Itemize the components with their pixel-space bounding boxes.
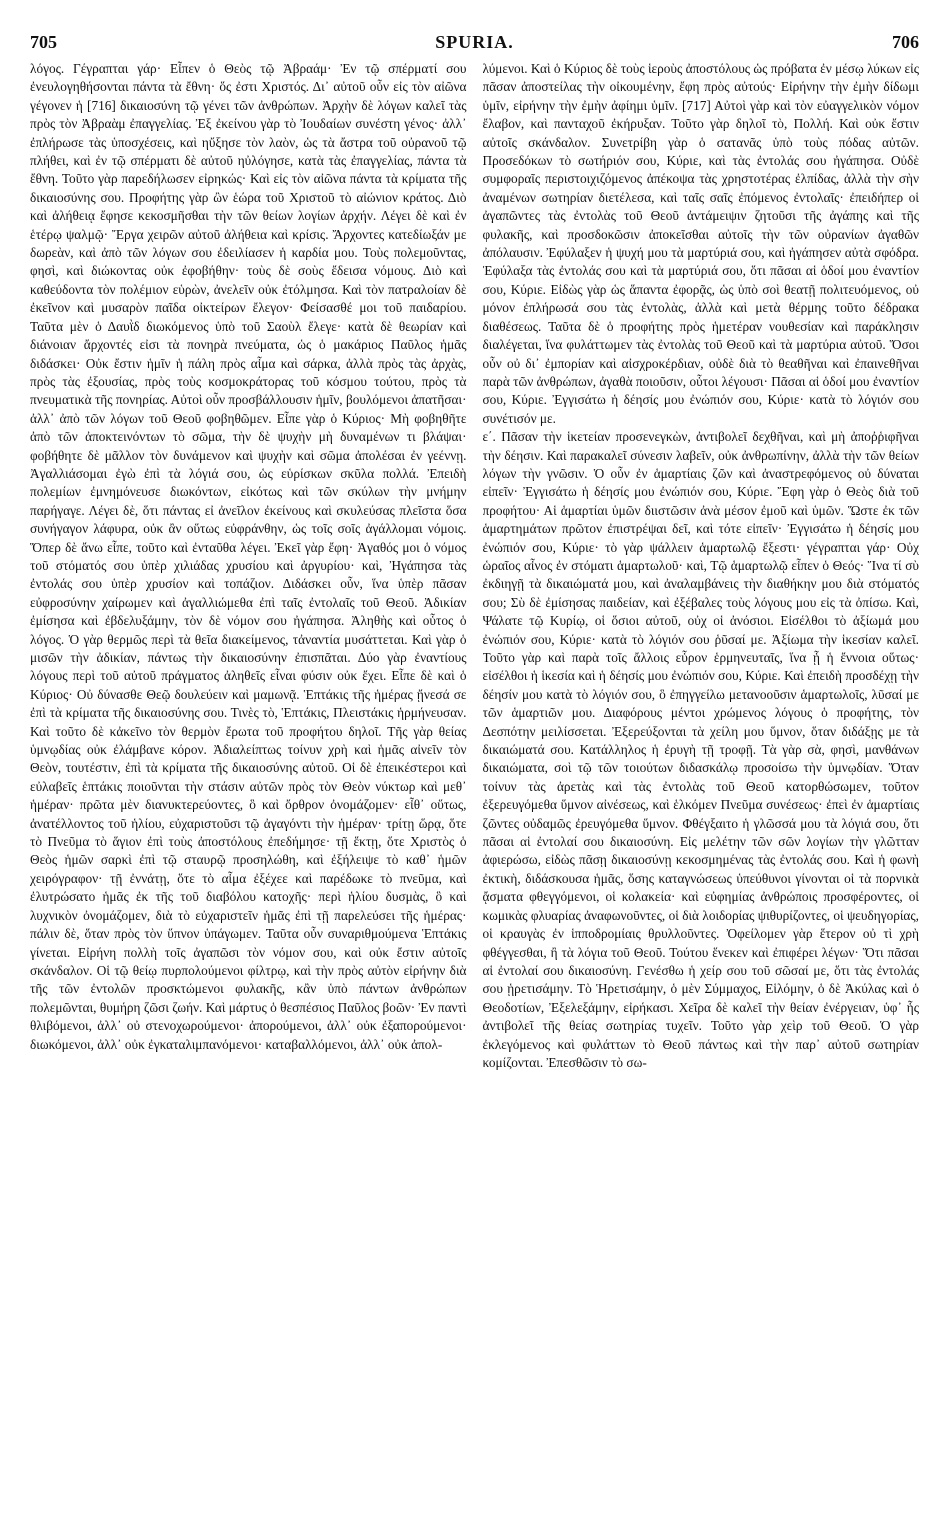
- text-columns: [30, 60, 919, 1530]
- left-column-paragraph: λόγος. Γέγραπται γάρ· Εἶπεν ὁ Θεὸς τῷ Ἀβραάμ· Ἐν τῷ σπέρματί σου ἐνευλογηθήσονται πάντα τὰ ἔθνη· ὅς ἐστι Χριστός. Δι᾽ αὐτοῦ οὖν εἰς τὸν αἰῶνα γέγονεν ἡ [716] δικαιοσύνη τῷ γένει τῶν ἀνθρώπων. Ἀρχὴν δὲ λόγων καλεῖ τὰς πρὸς τὸν Ἀβραὰμ ἐπαγγελίας. Ἐξ ἐκείνου γὰρ τὸ Ἰουδαίων συνέστη γένος· ἀλλ᾽ ἐπλήρωσε τὰς ὑποσχέσεις, καὶ ηὔξησε τὸν λαὸν, ὡς τὰ ἄστρα τοῦ οὐρανοῦ τῷ πλήθει, καὶ ἐν τῷ σπέρματι δὲ αὐτοῦ ηὐλόγησε, κατὰ τὰς ἐπαγγελίας, πάντα τὰ ἔθνη. Τοῦτο γὰρ παρεδήλωσεν εἰρηκώς· Καὶ εἰς τὸν αἰῶνα πάντα τὰ κρίματα τῆς δικαιοσύνης σου. Προφήτης γὰρ ὢν ἑώρα τοῦ Χριστοῦ τὸ αἰώνιον κράτος. Διὸ καὶ ἀλήθειᾳ ἔφησε κεκοσμῆσθαι τὴν τῶν θείων λογίων ἀρχήν. Λέγει δὲ καὶ ἐν ἑτέρῳ ψαλμῷ· Ἔργα χειρῶν αὐτοῦ ἀλήθεια καὶ κρίσις. Ἄρχοντες κατεδίωξάν με δωρεὰν, καὶ ἀπὸ τῶν λόγων σου ἐδειλίασεν ἡ καρδία μου. Τοὺς πολεμοῦντας, φησὶ, καὶ διώκοντας οὐκ ἐφοβήθην· τοὺς δὲ σοὺς ἔδεισα νόμους. Διὸ καὶ καθεύδοντα τὸν πολέμιον εὑρὼν, ἀνελεῖν οὐκ ἐτόλμησα. Καὶ τὸν πατραλοίαν δὲ ἐκεῖνον καὶ μυσαρὸν παῖδα οἰκτείρων ἔλεγον· Φείσασθέ μοι τοῦ παιδαρίου. Ταῦτα μὲν ὁ Δαυῒδ διωκόμενος ὑπὸ τοῦ Σαοὺλ ἔλεγε· κατὰ δὲ θεωρίαν καὶ διάνοιαν ἄρχοντές εἰσι τὰ πονηρὰ πνεύματα, ὡς ὁ μακάριος Παῦλος ἡμᾶς διδάσκει· Οὐκ ἔστιν ἡμῖν ἡ πάλη πρὸς αἷμα καὶ σάρκα, ἀλλὰ πρὸς τὰς ἀρχὰς, πρὸς τὰς ἐξουσίας, πρὸς τοὺς κοσμοκράτορας τοῦ κόσμου τούτου, πρὸς τὰ πνευματικὰ τῆς πονηρίας. Αὐτοὶ οὖν προσβάλλουσιν ἡμῖν, βουλόμενοι ἀπατῆσαι· ἀλλ᾽ ἀπὸ τῶν λόγων τοῦ Θεοῦ φοβηθῶμεν. Εἶπε γὰρ ὁ Κύριος· Μὴ φοβηθῆτε ἀπὸ τῶν ἀποκτεινόντων τὸ σῶμα, τὴν δὲ ψυχὴν μὴ δυναμένων τι βλάψαι· φοβήθητε δὲ μᾶλλον τὸν δυνάμενον καὶ ψυχὴν καὶ σῶμα ἀπολέσαι ἐν γεέννῃ. Ἀγαλλιάσομαι ἐγὼ ἐπὶ τὰ λόγιά σου, ὡς εὑρίσκων σκῦλα πολλά. Ἐπειδὴ πολεμίων ἐμνημόνευσε διωκόντων, εἰκότως καὶ τῶν σκύλων τὴν μνήμην παρήγαγε. Λέγει δὲ, ὅτι πάντας εἰ ἀνεῖλον ἐκείνους καὶ σκυλεύσας πλεῖστα ὅσα συνήγαγον λάφυρα, οὐκ ἂν οὕτως εὐφράνθην, ὡς τοῖς σοῖς ἀγάλλομαι νόμοις. Ὅπερ δὲ ἄνω εἶπε, τοῦτο καὶ ἐνταῦθα λέγει. Ἐκεῖ γὰρ ἔφη· Ἀγαθός μοι ὁ νόμος τοῦ στόματός σου ὑπὲρ χιλιάδας χρυσίου καὶ ἀργυρίου· καὶ, Ἠγάπησα τὰς ἐντολάς σου ὑπὲρ χρυσίον καὶ τοπάζιον. Διδάσκει οὖν, ἵνα ὑπὲρ πᾶσαν εὐφροσύνην χαίρωμεν καὶ ἀγαλλιώμεθα ἐπὶ ταῖς ἐντολαῖς τοῦ Θεοῦ. Ἀδικίαν ἐμίσησα καὶ ἐβδελυξάμην, τὸν δὲ νόμον σου ἠγάπησα. Ἀληθὴς καὶ οὗτος ὁ λόγος. Ὁ γὰρ θερμῶς περὶ τὰ θεῖα διακείμενος, τἀναντία μυσάττεται. Καὶ γὰρ ὁ μισῶν τὴν ἀδικίαν, πάντως τὴν δικαιοσύνην ἐπισπᾶται. Δύο γὰρ ἐναντίους λόγους περὶ τοῦ αὐτοῦ πράγματος ἀληθεῖς εἶναι φύσιν οὐκ ἔχει. Εἶπε δὲ καὶ ὁ Κύριος· Οὐ δύνασθε Θεῷ δουλεύειν καὶ μαμωνᾷ. Ἑπτάκις τῆς ἡμέρας ᾔνεσά σε ἐπὶ τὰ κρίματα τῆς δικαιοσύνης σου. Τινὲς τὸ, Ἑπτάκις, Πλειστάκις ἡρμήνευσαν. Καὶ τοῦτο δὲ κἀκεῖνο τὸν θερμὸν ἔρωτα τοῦ προφήτου δηλοῖ. Τῆς γὰρ θείας ὑμνῳδίας οὐκ ἐλάμβανε κόρον. Ἀδιαλείπτως τοίνυν χρὴ καὶ ἡμᾶς αἰνεῖν τὸν Θεὸν, τουτέστιν, ἐπὶ τὰ κρίματα τῆς δικαιοσύνης αὐτοῦ. Οἱ δὲ ἐπεικέστεροι καὶ εὐλαβεῖς ἑπτάκις ποιοῦνται τὴν στάσιν αὐτῶν πρὸς τὸν Θεὸν νύκτωρ καὶ μεθ᾽ ἡμέραν· πρῶτα μὲν διανυκτερεύοντες, ὃ καὶ ὄρθρον ὀνομάζομεν· εἶθ᾽ οὕτως, ἀνατέλλοντος τοῦ ἡλίου, εὐχαριστοῦσι τῷ ἀγαγόντι τὴν ἡμέραν· τρίτῃ ὥρᾳ, ὅτε τὸ Πνεῦμα τὸ ἅγιον ἐπὶ τοὺς ἀποστόλους ἐπεδήμησε· τῇ ἕκτῃ, ὅτε Χριστὸς ὁ Θεὸς ἡμῶν σαρκὶ ἐπὶ τῷ σταυρῷ προσηλώθη, καὶ ἐξήλειψε τὸ καθ᾽ ἡμῶν χειρόγραφον· τῇ ἐννάτῃ, ὅτε τὸ αἷμα ἐξέχεε καὶ παρέδωκε τὸ πνεῦμα, καὶ ἐλυτρώσατο ἡμᾶς ἐκ τῆς τοῦ διαβόλου κατοχῆς· περὶ ἡλίου δυσμὰς, ὃ καὶ λυχνικὸν ὀνομάζομεν, διὰ τὸ εὐχαριστεῖν ἡμᾶς ἐπὶ τῇ παρελεύσει τῆς ἡμέρας· πάλιν δὲ, ὅταν πρὸς τὸν ὕπνον ὑπάγωμεν. Ταῦτα οὖν συναριθμούμενα Ἑπτάκις γίνεται. Εἰρήνη πολλὴ τοῖς ἀγαπῶσι τὸν νόμον σου, καὶ οὐκ ἔστιν αὐτοῖς σκάνδαλον. Οἱ τῷ θείῳ πυρπολούμενοι φίλτρῳ, καὶ τὴν πρὸς αὐτὸν εἰρήνην διὰ τῆς τῶν ἐντολῶν προσκτώμενοι φυλακῆς, κἂν ὑπὸ πάντων ἀνθρώπων πολεμῶνται, θυμήρη ζῶσι ζωήν. Καὶ μάρτυς ὁ θεσπέσιος Παῦλος βοῶν· Ἐν παντὶ θλιβόμενοι, ἀλλ᾽ οὐ στενοχωρούμενοι· ἀπορούμενοι, ἀλλ᾽ οὐκ ἐξαπορούμενοι· διωκόμενοι, ἀλλ᾽ οὐκ ἐγκαταλιμπανόμενοι· καταβαλλόμενοι, ἀλλ᾽ οὐκ ἀπολ-: [30, 61, 467, 1052]
- right-column-paragraph: ε΄. Πᾶσαν τὴν ἱκετείαν προσενεγκὼν, ἀντιβολεῖ δεχθῆναι, καὶ μὴ ἀποῤῥιφῆναι τὴν δέησιν. Καὶ παρακαλεῖ σύνεσιν λαβεῖν, οὐκ ἀνθρωπίνην, ἀλλὰ τὴν τῶν θείων λόγων τὴν γνῶσιν. Ὁ οὖν ἐν ἁμαρτίαις ζῶν καὶ ἀναστρεφόμενος οὐ δύναται εἰπεῖν· Ἐγγισάτω ἡ δέησίς μου ἐνώπιόν σου, Κύριε. Ἔφη γὰρ ὁ Θεὸς διὰ τοῦ προφήτου· Αἱ ἁμαρτίαι ὑμῶν διιστῶσιν ἀνὰ μέσον ἐμοῦ καὶ ὑμῶν. Ὥστε ἐκ τῶν ἁμαρτημάτων πρῶτον ἐπιστρέψαι δεῖ, καὶ τότε εἰπεῖν· Ἐγγισάτω ἡ δέησίς μου ἐνώπιόν σου, Κύριε· τὸ γὰρ ψάλλειν ἁμαρτωλῷ ἔξεστι· γέγραπται γάρ· Οὐχ ὡραῖος αἶνος ἐν στόματι ἁμαρτωλοῦ· καὶ, Τῷ ἁμαρτωλῷ εἶπεν ὁ Θεός· Ἵνα τί σὺ ἐκδιηγῇ τὰ δικαιώματά μου, καὶ ἀναλαμβάνεις τὴν διαθήκην μου διὰ στόματός σου; Σὺ δὲ ἐμίσησας παιδείαν, καὶ ἐξέβαλες τοὺς λόγους μου εἰς τὰ ὀπίσω. Καὶ, Ψάλατε τῷ Κυρίῳ, οἱ ὅσιοι αὐτοῦ, οὐχ οἱ ἀνόσιοι. Εἰσέλθοι τὸ ἀξίωμά μου ἐνώπιόν σου, Κύριε· κατὰ τὸ λόγιόν σου ῥῦσαί με. Ἀξίωμα τὴν ἱκεσίαν καλεῖ. Τοῦτο γὰρ καὶ παρὰ τοῖς ἄλλοις εὗρον ἑρμηνευταῖς, ἵνα ᾖ ἡ ἔννοια οὕτως· εἰσέλθοι ἡ ἱκεσία καὶ ἡ δέησίς μου ἐνώπιόν σου, Κύριε. Καὶ ἐπειδὴ προσδέχῃ τὴν δέησίν μου κατὰ τὸ λόγιόν σου, ὃ ἐπηγγείλω μετανοοῦσιν ἁμαρτωλοῖς, λῦσαί με τῶν ἁμαρτιῶν μου. Διαφόρους μέντοι χρώμενος λόγους ὁ προφήτης, τὸν Δεσπότην μειλίσσεται. Ἐξερεύξονται τὰ χείλη μου ὕμνον, ὅταν διδάξῃς με τὰ δικαιώματά σου. Κατάλληλος ἡ ἐρυγὴ τῇ τροφῇ. Τὰ γὰρ σὰ, φησὶ, μανθάνων δικαιώματα, σοὶ τῷ τῶν τοιούτων διδασκάλῳ προσοίσω τὴν ὑμνῳδίαν. Ὅταν τοίνυν τὰς ἀρετὰς καὶ τὰς ἐντολὰς τοῦ Θεοῦ κατορθώσωμεν, τοῦτον ἐξερευγόμεθα ὕμνον αἰνέσεως, καὶ ἑλκόμεν Πνεῦμα συνέσεως· ἐπεὶ ἐν ἁμαρτίαις ζῶντες οὐδαμῶς ἐρευγόμεθα ὕμνον. Φθέγξαιτο ἡ γλῶσσά μου τὰ λόγιά σου, ὅτι πᾶσαι αἱ ἐντολαί σου δικαιοσύνη. Εἰς μελέτην τῶν σῶν λογίων τὴν γλῶτταν ἀφιερώσω, εἰδὼς πᾶσῃ δικαιοσύνῃ κεκοσμημένας τὰς ἐντολάς σου. Καὶ ἡ φωνὴ ἐκτικὴ, διδάσκουσα ἡμᾶς, ὅσης καταγνώσεως ὑπεύθυνοι γίνονται οἱ τὰ πορνικὰ ᾄσματα φθεγγόμενοι, οἱ κολακεία· καὶ εὐφημίας ἀνθρώποις προσφέροντες, οἱ κωμικὰς φλυαρίας ἀναφωνοῦντες, οἱ διὰ λοιδορίας ψιθυρίζοντες, οἱ ψευδηγορίας, οἱ κραυγὰς ἐν ἱπποδρομίαις θρυλλοῦντες. Ὀφείλομεν γὰρ ἕτερον οὐ τὶ χρὴ φθέγγεσθαι, ἢ τὰ λόγια τοῦ Θεοῦ. Τούτου ἕνεκεν καὶ ἐπιφέρει λέγων· Ὅτι πᾶσαι αἱ ἐντολαί σου δικαιοσύνη. Γενέσθω ἡ χείρ σου τοῦ σῶσαί με, ὅτι τὰς ἐντολάς σου ᾑρετισάμην. Τὸ Ἡρετισάμην, ὁ μὲν Σύμμαχος, Εἱλόμην, ὁ δὲ Ἀκύλας καὶ ὁ Θεοδοτίων, Ἐξελεξάμην, εἰρήκασι. Χεῖρα δὲ καλεῖ τὴν θείαν ἐνέργειαν, ὑφ᾽ ἧς ἀντιβολεῖ τῆς θείας σωτηρίας τυχεῖν. Τοῦτο γὰρ χεὶρ τοῦ Θεοῦ. Ὁ γὰρ ἐκλεγόμενος καὶ φυλάττων τὸ Θεοῦ πάντως καὶ τὴν παρ᾽ αὐτοῦ σωτηρίαν κομίζονται. Ἐπεσθῶσιν τὸ σω-: [482, 429, 919, 1070]
- right-column: [483, 60, 920, 1530]
- left-column: [30, 60, 467, 1530]
- page-number-left: 705: [30, 32, 57, 52]
- right-column-paragraph: λύμενοι. Καὶ ὁ Κύριος δὲ τοὺς ἱεροὺς ἀποστόλους ὡς πρόβατα ἐν μέσῳ λύκων εἰς πᾶσαν ἀποστείλας τὴν οἰκουμένην, ἔφη πρὸς αὐτούς· Εἰρήνην τὴν ἐμὴν δίδωμι ὑμῖν, εἰρήνην τὴν ἐμὴν ἀφίημι ὑμῖν. [717] Αὐτοὶ γὰρ καὶ τὸν εὐαγγελικὸν νόμον ἔλαβον, καὶ πανταχοῦ ἐκήρυξαν. Τοῦτο γὰρ δηλοῖ τὸ, Πολλή. Καὶ οὐκ ἔστιν αὐτοῖς σκάνδαλον. Συνετρίβη γὰρ ὁ σατανᾶς ὑπὸ τοὺς πόδας αὐτῶν. Προσεδόκων τὸ σωτήριόν σου, Κύριε, καὶ τὰς ἐντολάς σου ἠγάπησα. Οὐδὲ συμφοραῖς περιστοιχιζόμενος ἀπέκοψα τὰς χρηστοτέρας ἐλπίδας, ἀλλὰ τὴν σὴν ἀναμένων σωτηρίαν διετέλεσα, καὶ ταῖς σαῖς ἐπόμενος ἐντολαῖς· ἐπειδήπερ οἱ ἀγαπῶντες τὰς ἐντολὰς τοῦ Θεοῦ ἀντάμειψιν ζητοῦσι τῆς ἀγάπης καὶ τῆς φυλακῆς, καὶ προσδοκῶσιν ἀποκεῖσθαι αὐτοῖς τὴν τῶν οὐρανίων ἀγαθῶν ἀπόλαυσιν. Ἐφύλαξεν ἡ ψυχή μου τὰ μαρτύριά σου, καὶ ἠγάπησεν αὐτὰ σφόδρα. Ἐφύλαξα τὰς ἐντολάς σου καὶ τὰ μαρτύριά σου, ὅτι πᾶσαι αἱ ὁδοί μου ἐναντίον σου, Κύριε. Εἰδὼς γὰρ ὡς ἅπαντα ἐφορᾷς, ὡς ὑπὸ σοὶ θεατῇ πολιτευόμενος, οὐ μόνον ἐπλήρωσά σου τὰς ἐντολὰς, ἀλλὰ καὶ μετὰ θέρμης τοῦτο δέδρακα διαθέσεως. Ταῦτα δὲ ὁ προφήτης πρὸς ἡμετέραν νουθεσίαν καὶ παράκλησιν διαλέγεται, ἵνα φυλάττωμεν τὰς ἐντολὰς τοῦ Θεοῦ καὶ τὰ μαρτύρια αὐτοῦ. Ὅσοι οὖν οὐ δι᾽ ἐμπορίαν καὶ αἰσχροκέρδιαν, οὐδὲ διὰ τὸ θεαθῆναι καὶ ἐπαινεθῆναι παρὰ τῶν ἀνθρώπων, ἀγαθὰ ποιοῦσιν, οὗτοι λέγουσι· Πᾶσαι αἱ ὁδοί μου ἐναντίον σου, Κύριε. Ἐγγισάτω ἡ δέησίς μου ἐνώπιόν σου, Κύριε· κατὰ τὸ λόγιόν σου συνέτισόν με.: [482, 61, 919, 426]
- page-number-right: 706: [892, 32, 919, 52]
- page-header: [30, 32, 919, 54]
- running-title: SPURIA.: [435, 32, 514, 52]
